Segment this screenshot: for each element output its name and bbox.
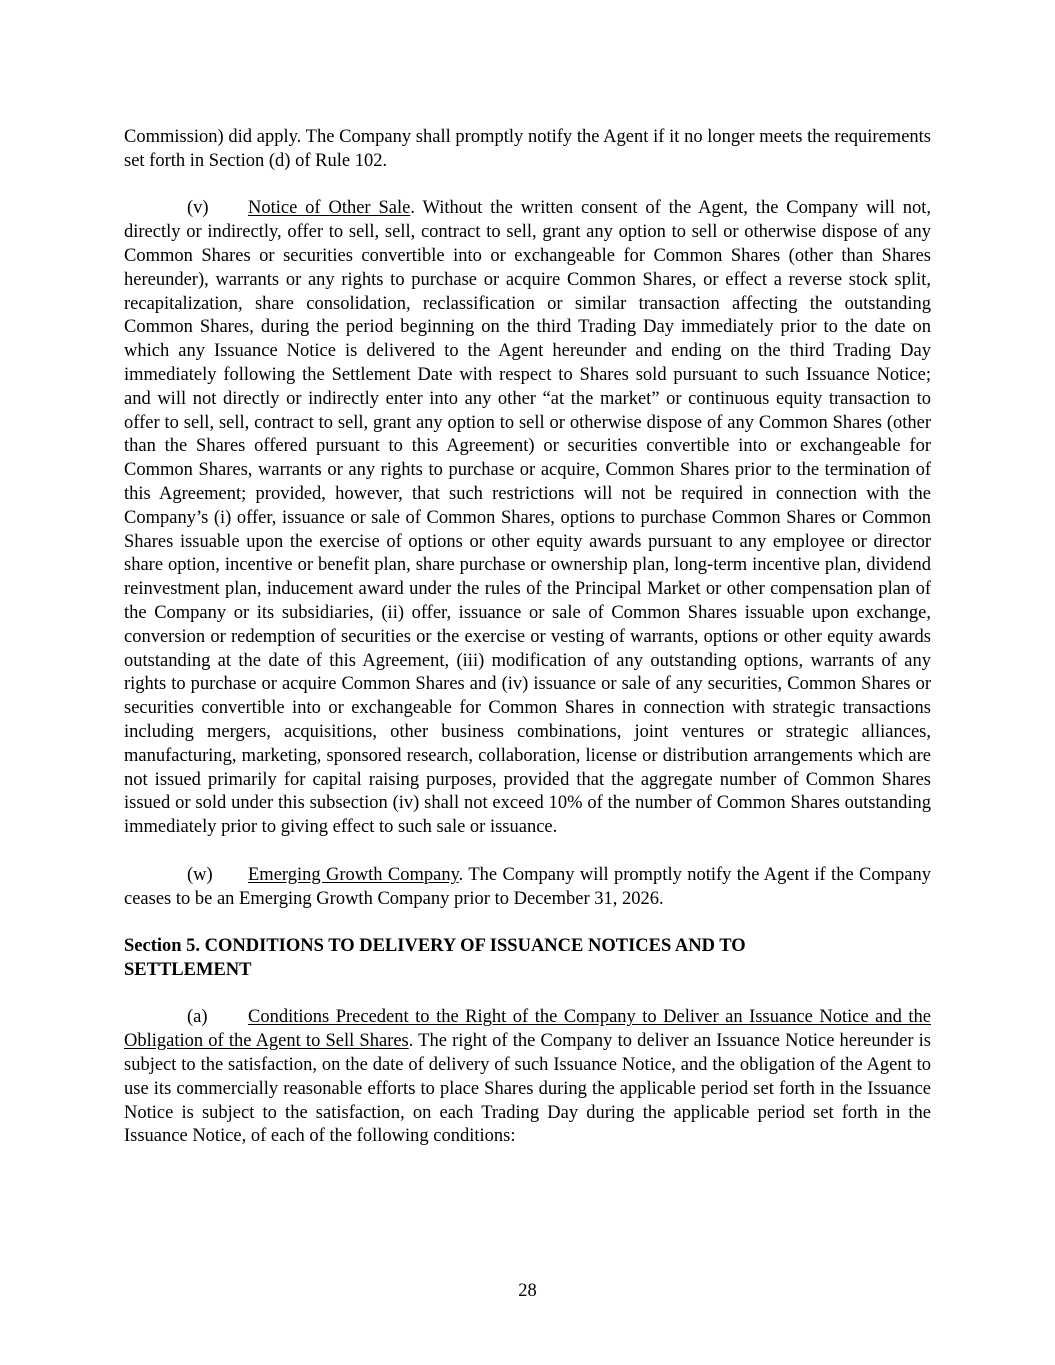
paragraph-v-text: . Without the written consent of the Agent, the Company will not, directly or indirectly, offer to sell, sell, contract to sell, grant any option to sell or otherwise dispose of any Common Shares or securities convertible into or exchangeable for Common Shares (other than Shares hereunder), warrants or any rights to purchase or acquire Common Shares, or effect a reverse stock split, recapitalization, share consolidation, reclassification or similar transaction affecting the outstanding Common Shares, during the period beginning on the third Trading Day immediately prior to the date on which any Issuance Notice is delivered to the Agent hereunder and ending on the third Trading Day immediately following the Settlement Date with respect to Shares sold pursuant to such Issuance Notice; and will not directly or indirectly enter into any other “at the market” or continuous equity transaction to offer to sell, sell, contract to sell, grant any option to sell or otherwise dispose of any Common Shares (other than the Shares offered pursuant to this Agreement) or securities convertible into or exchangeable for Common Shares, warrants or any rights to purchase or acquire, Common Shares prior to the termination of this Agreement; provided, however, that such restrictions will not be required in connection with the Company’s (i) offer, issuance or sale of Common Shares, options to purchase Common Shares or Common Shares issuable upon the exercise of options or other equity awards pursuant to any employee or director share option, incentive or benefit plan, share purchase or ownership plan, long-term incentive plan, dividend reinvestment plan, inducement award under the rules of the Principal Market or other compensation plan of the Company or its subsidiaries, (ii) offer, issuance or sale of Common Shares issuable upon exchange, conversion or redemption of securities or the exercise or vesting of warrants, options or other equity awards outstanding at the date of this Agreement, (iii) modification of any outstanding options, warrants of any rights to purchase or acquire Common Shares and (iv) issuance or sale of any securities, Common Shares or securities convertible into or exchangeable for Common Shares in connection with strategic transactions including mergers, acquisitions, other business combinations, joint ventures or strategic alliances, manufacturing, marketing, sponsored research, collaboration, license or distribution arrangements which are not issued primarily for capital raising purposes, provided that the aggregate number of Common Shares issued or sold under this subsection (iv) shall not exceed 10% of the number of Common Shares outstanding immediately prior to giving effect to such sale or issuance. bbox=[124, 198, 931, 838]
paragraph-w-title: Emerging Growth Company bbox=[248, 864, 459, 885]
paragraph-v-title: Notice of Other Sale bbox=[248, 198, 411, 219]
paragraph-v bbox=[124, 197, 931, 840]
paragraph-a-text: . The right of the Company to deliver an Issuance Notice hereunder is subject to the satisfaction, on the date of delivery of such Issuance Notice, and the obligation of the Agent to use its commercially reasonable efforts to place Shares during the applicable period set forth in the Issuance Notice is subject to the satisfaction, on each Trading Day during the applicable period set forth in the Issuance Notice, of each of the following conditions: bbox=[124, 1031, 931, 1147]
section-heading-line1: Section 5. CONDITIONS TO DELIVERY OF ISSUANCE NOTICES AND TO bbox=[124, 936, 746, 957]
section-heading-line2: SETTLEMENT bbox=[124, 959, 252, 980]
paragraph-w-label: (w) bbox=[187, 864, 213, 885]
page-number: 28 bbox=[518, 1281, 537, 1301]
paragraph-v-label: (v) bbox=[187, 198, 209, 219]
section-heading bbox=[124, 935, 931, 983]
paragraph-a-title: Conditions Precedent to the Right of the Company to Deliver an Issuance Notice and the Obligation of the Agent to Sell Shares bbox=[124, 1007, 931, 1052]
document-page bbox=[124, 126, 931, 1149]
paragraph-a bbox=[124, 1006, 931, 1149]
paragraph-w bbox=[124, 864, 931, 912]
paragraph-intro: Commission) did apply. The Company shall promptly notify the Agent if it no longer meets the requirements set forth in Section (d) of Rule 102. bbox=[124, 127, 931, 171]
paragraph-a-label: (a) bbox=[187, 1007, 208, 1028]
paragraph-w-text: . The Company will promptly notify the Agent if the Company ceases to be an Emerging Growth Company prior to December 31, 2026. bbox=[124, 864, 931, 909]
